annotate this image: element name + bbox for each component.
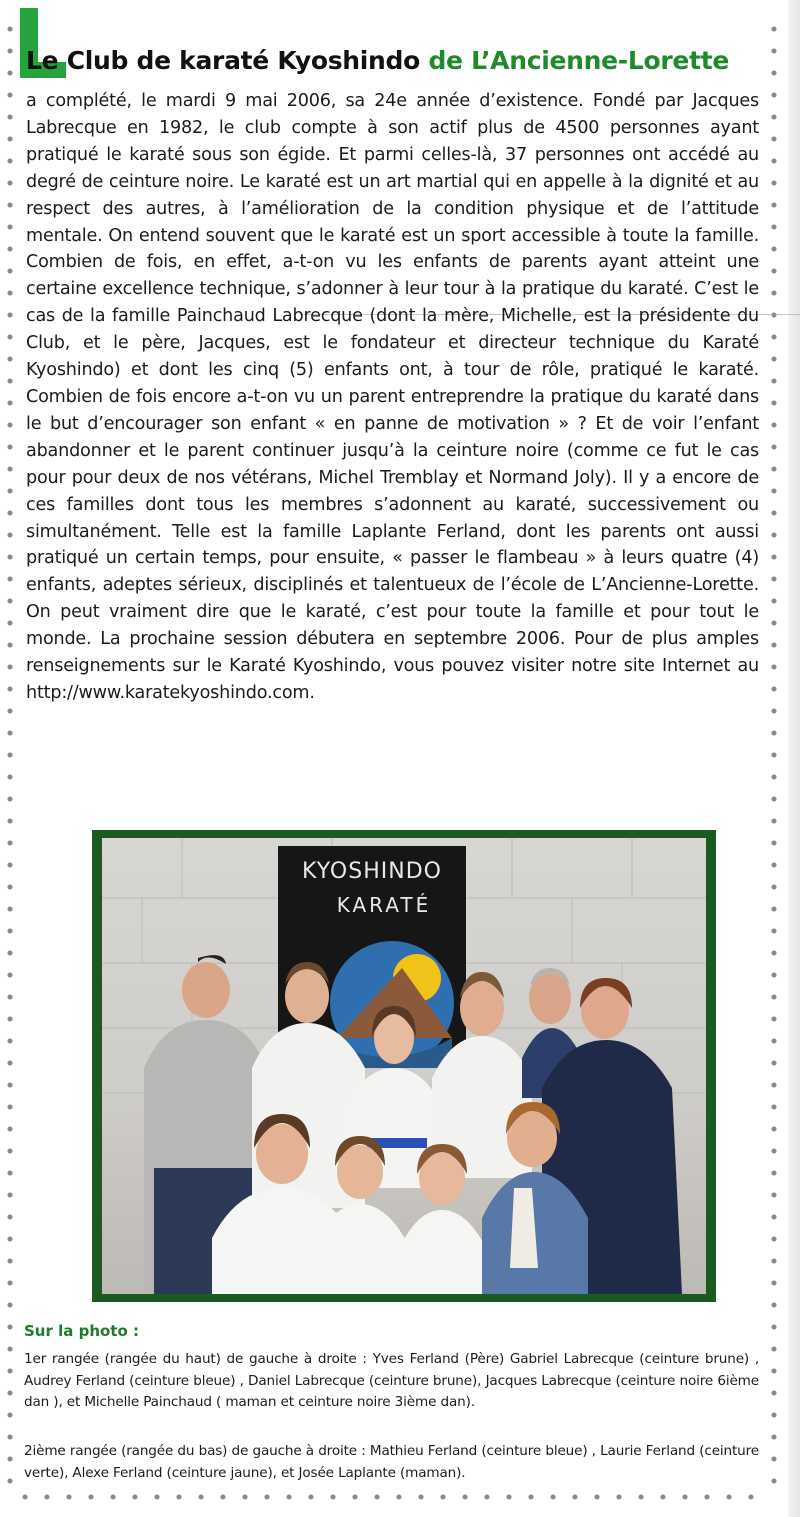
article-body: a complété, le mardi 9 mai 2006, sa 24e année d’existence. Fondé par Jacques Labrecque en 1982, le club compte à son actif plus de 4500 personnes ayant pratiqué le karaté sous son égide. Et parmi celles-là, 37 personnes ont accédé au degré de ceinture noire. Le karaté est un art martial qui en appelle à la dignité et au respect des autres, à l’amélioration de la condition physique et de l’attitude mentale. On entend souvent que le karaté est un sport accessible à toute la famille. Combien de fois, en effet, a-t-on vu les enfants de parents ayant atteint une certaine excellence technique, s’adonner à leur tour à la pratique du karaté. C’est le cas de la famille Painchaud Labrecque (dont la mère, Michelle, est la présidente du Club, et le père, Jacques, est le fondateur et directeur technique du Karaté Kyoshindo) et dont les cinq (5) enfants ont, à tour de rôle, pratiqué le karaté. Combien de fois encore a-t-on vu un parent entreprendre la pratique du karaté dans le but d’encourager son enfant « en panne de motivation » ? Et de voir l’enfant abandonner et le parent continuer jusqu’à la ceinture noire (comme ce fut le cas pour pour deux de nos vétérans, Michel Tremblay et Normand Joly). Il y a encore de ces familles dont tous les membres s’adonnent au karaté, successivement ou simultanément. Telle est la famille Laplante Ferland, dont les parents ont aussi pratiqué un certain temps, pour ensuite, « passer le flambeau » à leurs quatre (4) enfants, adeptes sérieux, disciplinés et talentueux de l’école de L’Ancienne-Lorette. On peut vraiment dire que le karaté, c’est pour toute la famille et pour tout le monde. La prochaine session débutera en septembre 2006. Pour de plus amples renseignements sur le Karaté Kyoshindo, vous pouvez visiter notre site Internet au http://www.karatekyoshindo.com. <box>26 91 759 703</box>
title-club: Le Club de karaté Kyoshindo <box>26 46 421 75</box>
caption-top-row: 1er rangée (rangée du haut) de gauche à droite : Yves Ferland (Père) Gabriel Labrecque (ceinture brune) , Audrey Ferland (ceinture bleue) , Daniel Labrecque (ceinture brune), Jacques Labrecque (ceinture noire 6ième dan ), et Michelle Painchaud ( maman et ceinture noire 3ième dan). <box>24 1351 759 1410</box>
dotted-border-bottom <box>14 1492 770 1502</box>
page-edge <box>788 0 800 1517</box>
banner-text-karate: KARATÉ <box>336 893 432 917</box>
dotted-border-left <box>6 18 14 1495</box>
group-photo <box>102 838 706 1294</box>
title-town: de L’Ancienne-Lorette <box>428 46 730 75</box>
photo-frame <box>92 830 716 1302</box>
caption-bottom-row: 2ième rangée (rangée du bas) de gauche à droite : Mathieu Ferland (ceinture bleue) , Laurie Ferland (ceinture verte), Alexe Ferland (ceinture jaune), et Josée Laplante (maman). <box>24 1443 759 1481</box>
banner-text-kyoshindo: KYOSHINDO <box>302 859 442 884</box>
caption-heading: Sur la photo : <box>24 1322 140 1340</box>
dotted-border-right <box>770 18 778 1495</box>
article-title <box>26 44 766 78</box>
